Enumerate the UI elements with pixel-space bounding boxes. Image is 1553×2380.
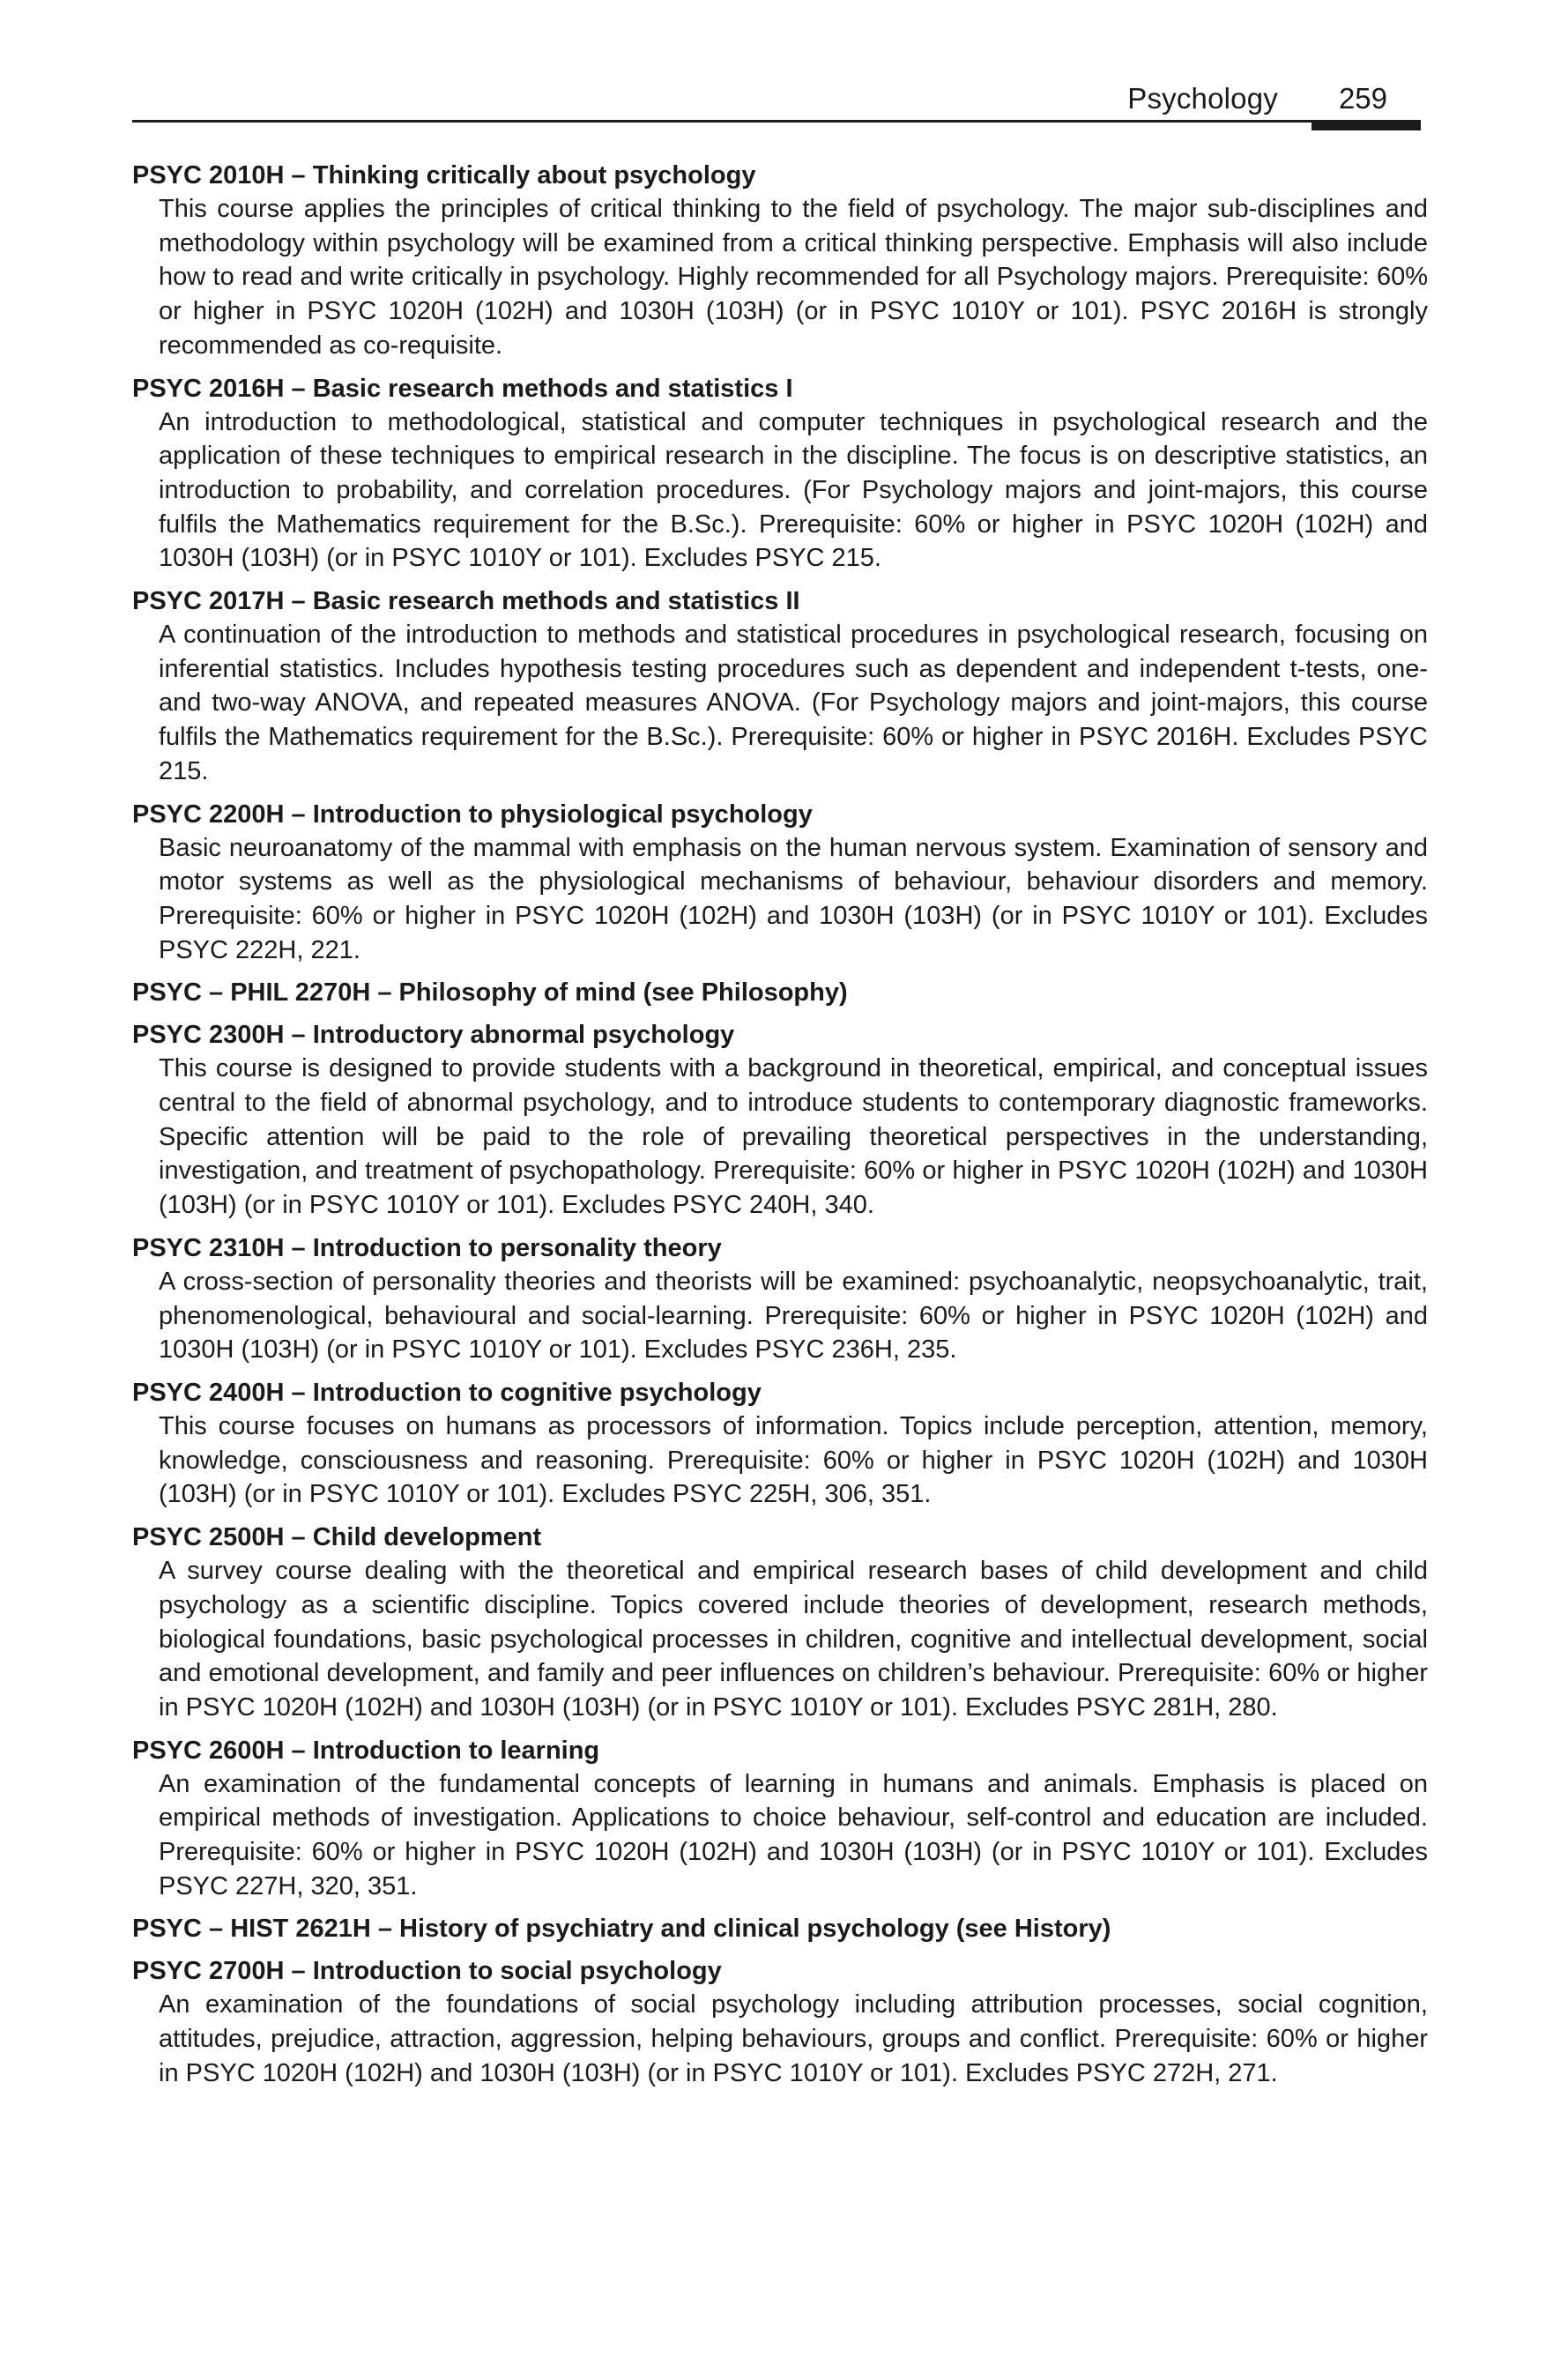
course-description: This course applies the principles of critical thinking to the field of psychology. The major sub-disciplines and methodology within psychology will be examined from a critical thinking perspective. Emphasis will also include how to read and write critically in psychology. Highly recommended for all Psychology majors. Prerequisite: 60% or higher in PSYC 1020H (102H) and 1030H (103H) (or in PSYC 1010Y or 101). PSYC 2016H is strongly recommended as co-requisite. — [159, 195, 1428, 360]
course-title: PSYC 2017H – Basic research methods and statistics II — [132, 587, 800, 616]
course-description: This course focuses on humans as processors of information. Topics include perception, attention, memory, knowledge, consciousness and reasoning. Prerequisite: 60% or higher in PSYC 1020H (102H) and 1030H (103H) (or in PSYC 1010Y or 101). Excludes PSYC 225H, 306, 351. — [159, 1411, 1428, 1509]
course-list — [132, 159, 1428, 2100]
course-description: A survey course dealing with the theoretical and empirical research bases of child development and child psychology as a scientific discipline. Topics covered include theories of development, research methods, biological foundations, basic psychological processes in children, cognitive and intellectual development, social and emotional development, and family and peer influences on children’s behaviour. Prerequisite: 60% or higher in PSYC 1020H (102H) and 1030H (103H) (or in PSYC 1010Y or 101). Excludes PSYC 281H, 280. — [159, 1557, 1428, 1722]
header-tab — [1312, 120, 1421, 130]
page-header — [132, 79, 1421, 125]
course-title: PSYC 2310H – Introduction to personality theory — [132, 1233, 722, 1262]
course-entry — [132, 584, 1428, 789]
course-title: PSYC – PHIL 2270H – Philosophy of mind (see Philosophy) — [132, 978, 848, 1008]
header-rule — [132, 120, 1312, 123]
course-entry-crosslisted — [132, 976, 1428, 1009]
course-description: An examination of the foundations of social psychology including attribution processes, social cognition, attitudes, prejudice, attraction, aggression, helping behaviours, groups and conflict. Prerequisite: 60% or higher in PSYC 1020H (102H) and 1030H (103H) (or in PSYC 1010Y or 101). Excludes PSYC 272H, 271. — [159, 1990, 1428, 2087]
course-entry — [132, 1376, 1428, 1512]
course-entry — [132, 1231, 1428, 1367]
course-entry — [132, 798, 1428, 968]
course-entry — [132, 159, 1428, 363]
running-head-section: Psychology — [1127, 82, 1278, 115]
course-entry — [132, 1521, 1428, 1725]
course-title: PSYC 2016H – Basic research methods and statistics I — [132, 374, 793, 403]
course-title: PSYC – HIST 2621H – History of psychiatry and clinical psychology (see History) — [132, 1915, 1111, 1944]
course-title: PSYC 2200H – Introduction to physiological psychology — [132, 800, 813, 829]
course-entry — [132, 1734, 1428, 1904]
course-description: This course is designed to provide students with a background in theoretical, empirical, and conceptual issues central to the field of abnormal psychology, and to introduce students to contemporary diagnostic frameworks. Specific attention will be paid to the role of prevailing theoretical perspectives in the understanding, investigation, and treatment of psychopathology. Prerequisite: 60% or higher in PSYC 1020H (102H) and 1030H (103H) (or in PSYC 1010Y or 101). Excludes PSYC 240H, 340. — [159, 1054, 1428, 1220]
course-title: PSYC 2700H – Introduction to social psychology — [132, 1957, 722, 1986]
course-description: An examination of the fundamental concepts of learning in humans and animals. Emphasis is placed on empirical methods of investigation. Applications to choice behaviour, self-control and education are included. Prerequisite: 60% or higher in PSYC 1020H (102H) and 1030H (103H) (or in PSYC 1010Y or 101). Excludes PSYC 227H, 320, 351. — [159, 1769, 1428, 1900]
course-entry — [132, 372, 1428, 576]
course-title: PSYC 2600H – Introduction to learning — [132, 1736, 600, 1765]
course-title: PSYC 2500H – Child development — [132, 1523, 542, 1552]
page-number: 259 — [1338, 82, 1387, 115]
course-title: PSYC 2400H – Introduction to cognitive psychology — [132, 1378, 762, 1407]
course-description: An introduction to methodological, statistical and computer techniques in psychological research and the application of these techniques to empirical research in the discipline. The focus is on descriptive statistics, an introduction to probability, and correlation procedures. (For Psychology majors and joint-majors, this course fulfils the Mathematics requirement for the B.Sc.). Prerequisite: 60% or higher in PSYC 1020H (102H) and 1030H (103H) (or in PSYC 1010Y or 101). Excludes PSYC 215. — [159, 407, 1428, 573]
course-entry — [132, 1018, 1428, 1223]
course-description: A cross-section of personality theories and theorists will be examined: psychoanalytic, neopsychoanalytic, trait, phenomenological, behavioural and social-learning. Prerequisite: 60% or higher in PSYC 1020H (102H) and 1030H (103H) (or in PSYC 1010Y or 101). Excludes PSYC 236H, 235. — [159, 1267, 1428, 1365]
course-title: PSYC 2010H – Thinking critically about psychology — [132, 161, 756, 190]
course-description: Basic neuroanatomy of the mammal with emphasis on the human nervous system. Examination of sensory and motor systems as well as the physiological mechanisms of behaviour, behaviour disorders and memory. Prerequisite: 60% or higher in PSYC 1020H (102H) and 1030H (103H) (or in PSYC 1010Y or 101). Excludes PSYC 222H, 221. — [159, 833, 1428, 964]
course-title: PSYC 2300H – Introductory abnormal psychology — [132, 1021, 735, 1050]
course-entry-crosslisted — [132, 1912, 1428, 1945]
course-entry — [132, 1954, 1428, 2090]
course-description: A continuation of the introduction to methods and statistical procedures in psychological research, focusing on inferential statistics. Includes hypothesis testing procedures such as dependent and independent t-tests, one- and two-way ANOVA, and repeated measures ANOVA. (For Psychology majors and joint-majors, this course fulfils the Mathematics requirement for the B.Sc.). Prerequisite: 60% or higher in PSYC 2016H. Excludes PSYC 215. — [159, 621, 1428, 785]
